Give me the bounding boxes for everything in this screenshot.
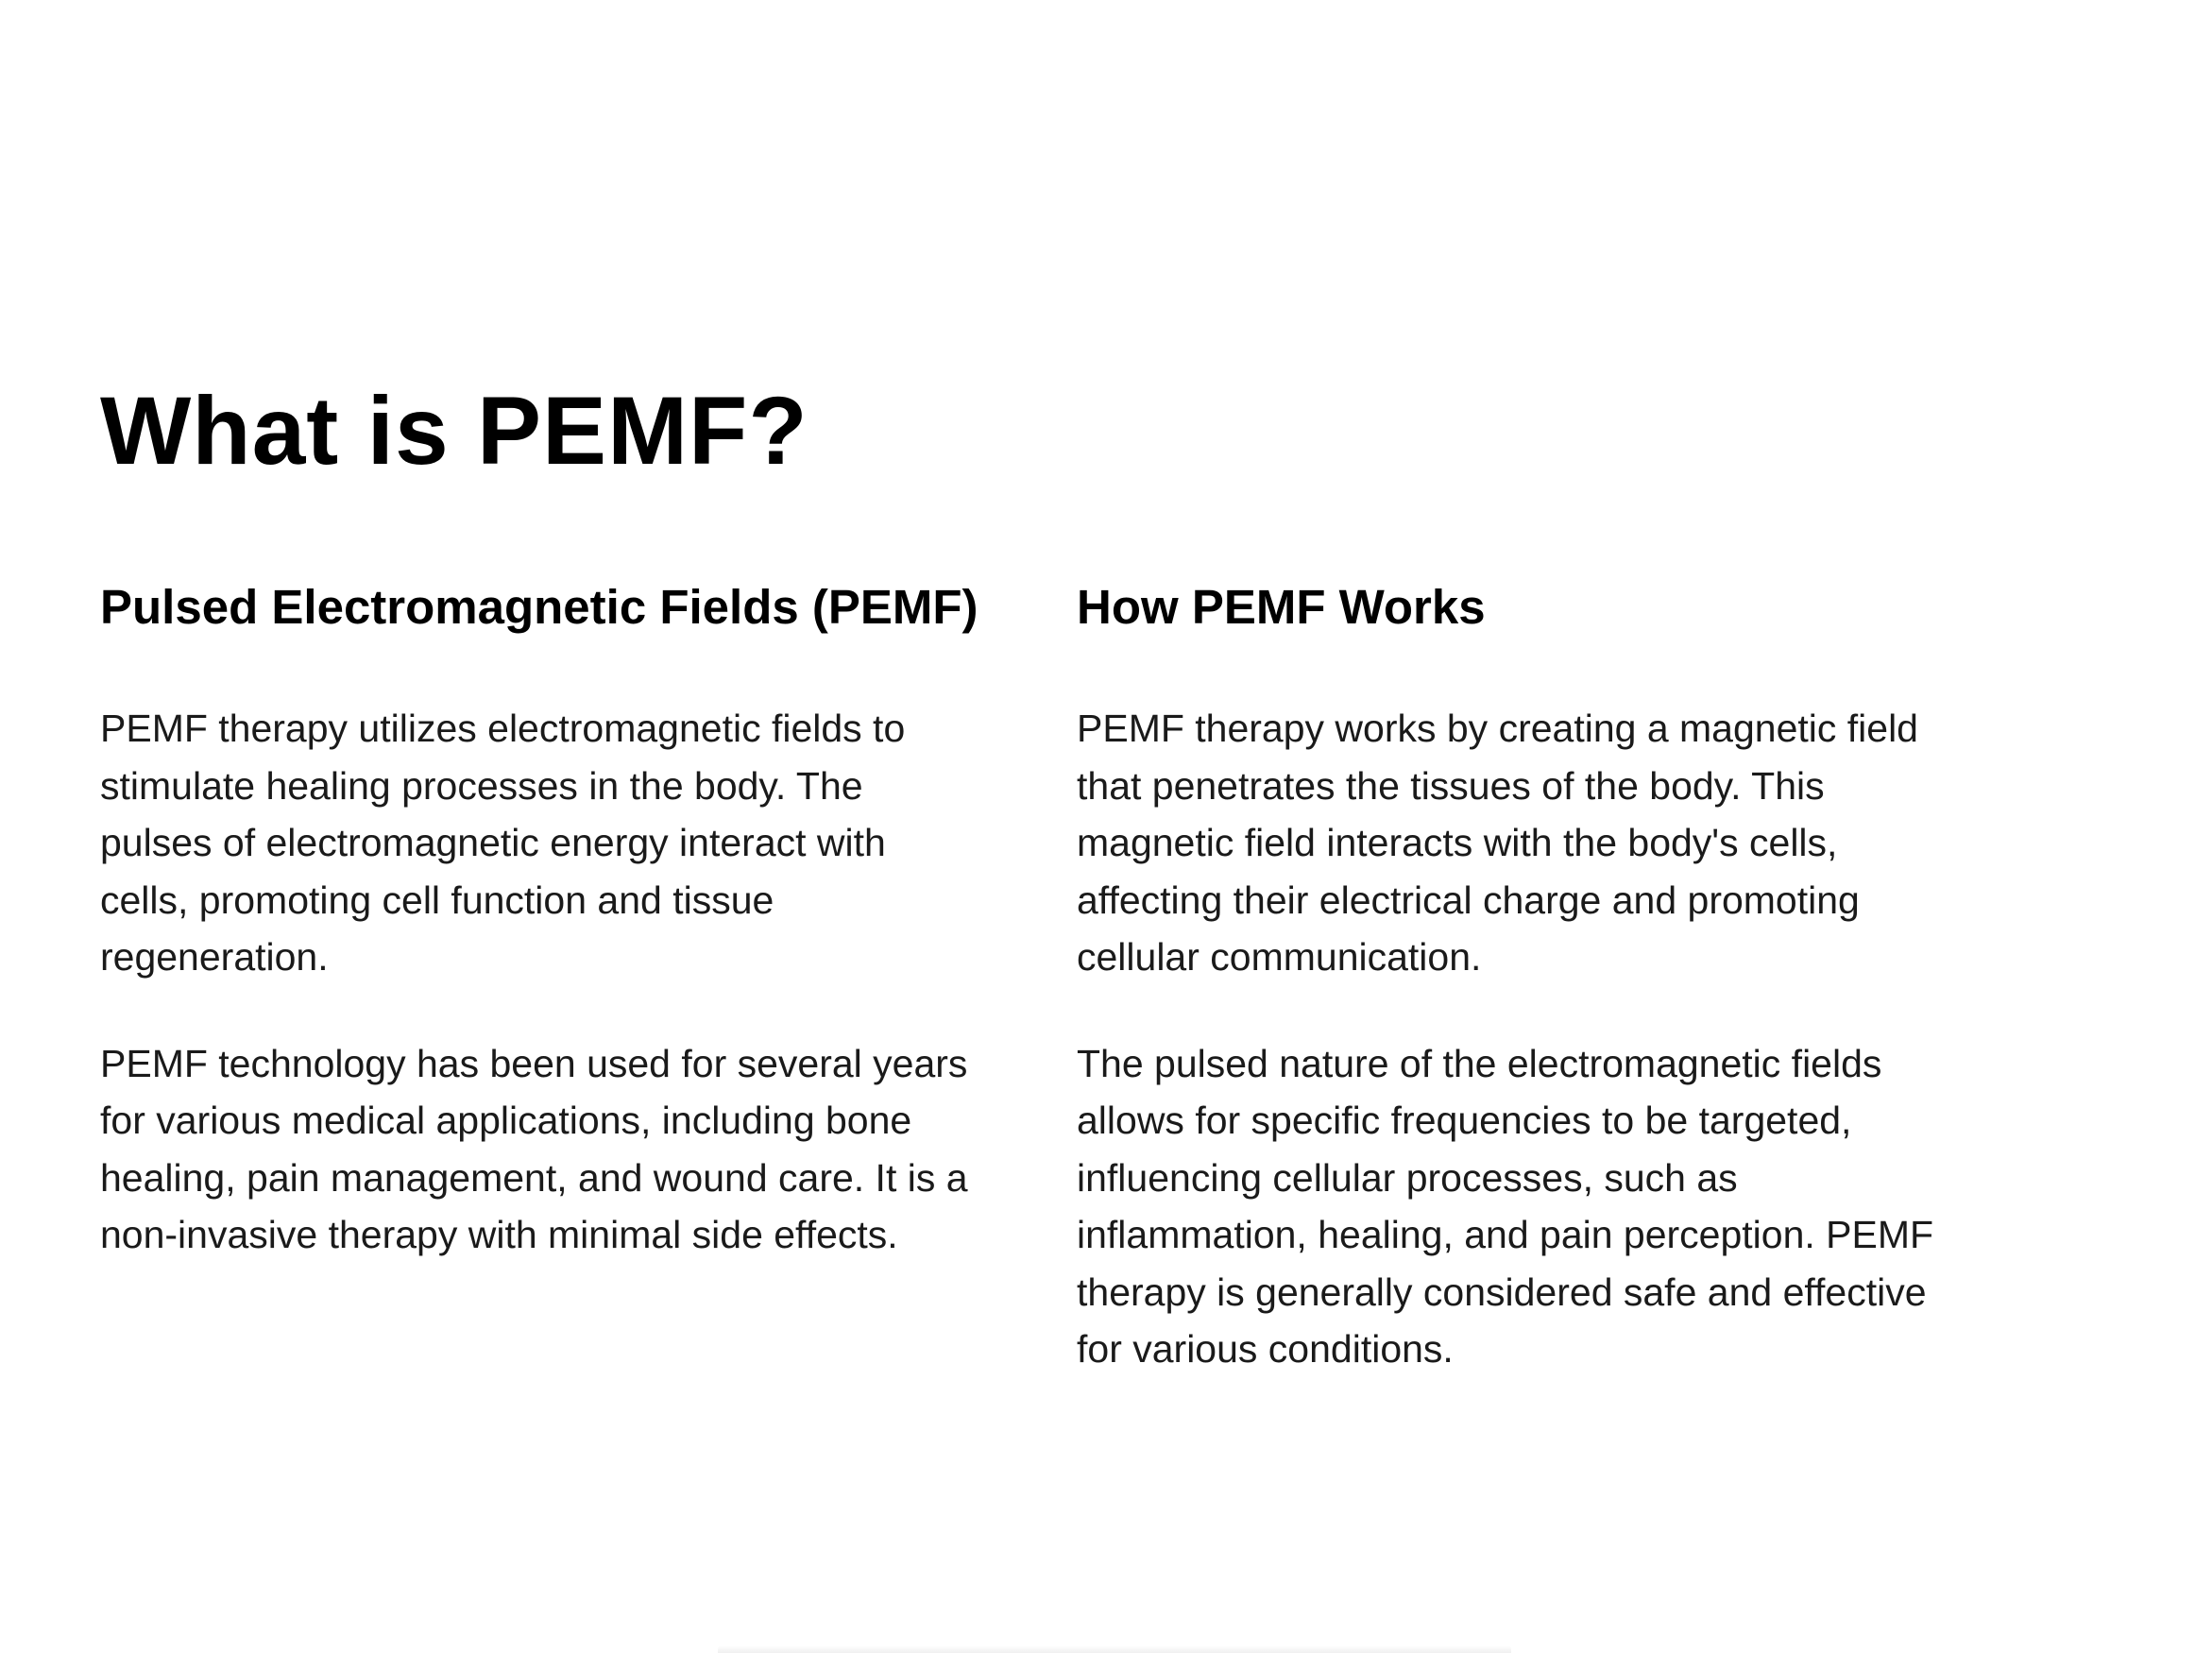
text-line: for various medical applications, including bone	[100, 1099, 912, 1142]
text-line: magnetic field interacts with the body's cells,	[1077, 821, 1838, 864]
text-line: for various conditions.	[1077, 1327, 1454, 1371]
right-column	[1077, 578, 2021, 1378]
text-line: PEMF therapy works by creating a magnetic field	[1077, 707, 1918, 750]
right-paragraph-2	[1077, 1035, 2021, 1378]
right-column-heading: How PEMF Works	[1077, 580, 1486, 634]
text-line: The pulsed nature of the electromagnetic fields	[1077, 1041, 1882, 1085]
text-line: inflammation, healing, and pain perception. PEMF	[1077, 1213, 1934, 1256]
text-line: influencing cellular processes, such as	[1077, 1155, 1738, 1200]
text-line: pulses of electromagnetic energy interact with	[100, 821, 886, 864]
left-paragraph-2	[100, 1035, 1045, 1264]
bottom-edge-shadow	[718, 1645, 1511, 1653]
text-line: cells, promoting cell function and tissue	[100, 878, 774, 922]
right-paragraph-1	[1077, 700, 2021, 986]
text-line: that penetrates the tissues of the body. This	[1077, 763, 1825, 808]
text-line: healing, pain management, and wound care. It is a	[100, 1155, 968, 1200]
left-paragraph-1	[100, 700, 1045, 986]
text-line: allows for specific frequencies to be targeted,	[1077, 1099, 1852, 1142]
text-line: affecting their electrical charge and promoting	[1077, 878, 1860, 922]
text-line: regeneration.	[100, 935, 329, 979]
text-line: cellular communication.	[1077, 935, 1482, 979]
text-line: PEMF therapy utilizes electromagnetic fields to	[100, 707, 906, 750]
text-line: therapy is generally considered safe and effective	[1077, 1270, 1927, 1314]
text-line: non-invasive therapy with minimal side effects.	[100, 1213, 898, 1256]
left-column	[100, 578, 1045, 1264]
page-title: What is PEMF?	[100, 377, 808, 485]
left-column-heading: Pulsed Electromagnetic Fields (PEMF)	[100, 580, 978, 634]
text-line: PEMF technology has been used for several years	[100, 1041, 968, 1085]
text-line: stimulate healing processes in the body. The	[100, 763, 863, 808]
